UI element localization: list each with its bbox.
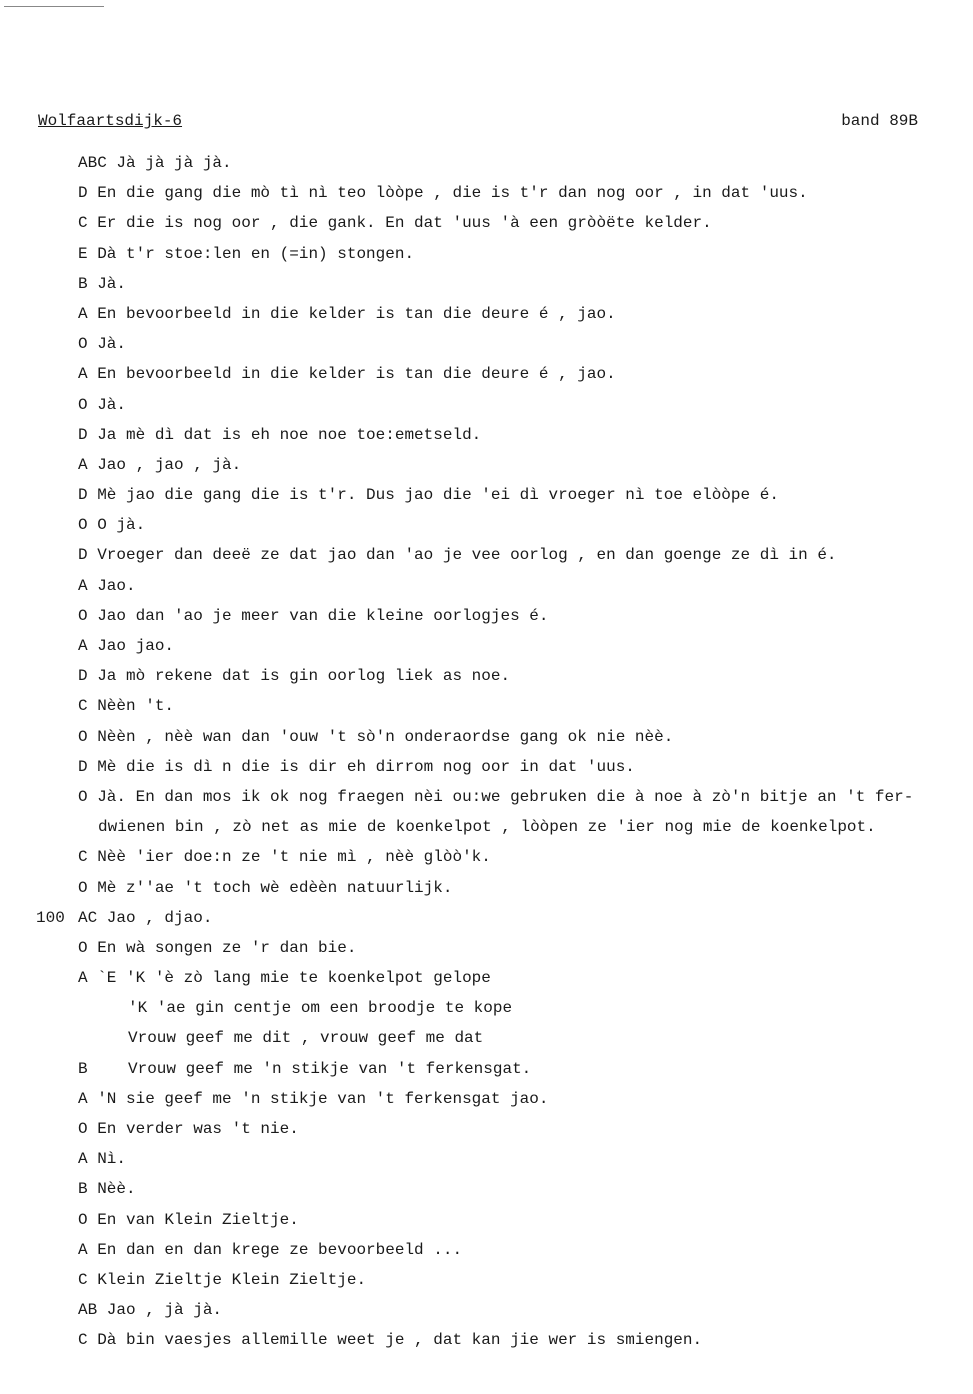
line-text: O Nèèn , nèè wan dan 'ouw 't sò'n onderaordse gang ok nie nèè. — [78, 727, 674, 746]
transcript-line — [0, 661, 973, 691]
line-text: D Mè jao die gang die is t'r. Dus jao die 'ei dì vroeger nì toe elòòpe é. — [78, 486, 779, 505]
transcript-line — [0, 1295, 973, 1325]
transcript-line — [0, 993, 973, 1023]
line-text: D Ja mò rekene dat is gin oorlog liek as noe. — [78, 667, 511, 686]
line-number: 100 — [36, 908, 65, 927]
line-text: C Klein Zieltje Klein Zieltje. — [78, 1270, 367, 1289]
transcript-body — [0, 148, 973, 1356]
line-text: O Jà. En dan mos ik ok nog fraegen nèi ou:we gebruken die à noe à zò'n bitje an 't fer- — [78, 787, 914, 806]
line-text: B Nèè. — [78, 1180, 136, 1199]
line-text: C Er die is nog oor , die gank. En dat 'uus 'à een gròòëte kelder. — [78, 214, 712, 233]
top-rule — [4, 6, 104, 7]
transcript-line — [0, 691, 973, 721]
transcript-line — [0, 1144, 973, 1174]
transcript-line — [0, 1084, 973, 1114]
transcript-line — [0, 420, 973, 450]
transcript-line — [0, 178, 973, 208]
line-text: O O jà. — [78, 516, 146, 535]
document-title: Wolfaartsdijk-6 — [38, 112, 183, 130]
transcript-line — [0, 390, 973, 420]
transcript-line — [0, 1054, 973, 1084]
transcript-line — [0, 510, 973, 540]
line-text: A En dan en dan krege ze bevoorbeeld ... — [78, 1240, 463, 1259]
transcript-line — [0, 208, 973, 238]
transcript-line — [0, 1265, 973, 1295]
transcript-line — [0, 782, 973, 812]
transcript-line — [0, 903, 973, 933]
line-text: O En van Klein Zieltje. — [78, 1210, 299, 1229]
transcript-line — [0, 722, 973, 752]
line-text: D Mè die is dì n die is dir eh dirrom nog oor in dat 'uus. — [78, 757, 635, 776]
line-text: A 'N sie geef me 'n stikje van 't ferkensgat jao. — [78, 1089, 549, 1108]
line-text: O Jà. — [78, 395, 127, 414]
transcript-line — [0, 329, 973, 359]
transcript-line — [0, 842, 973, 872]
line-text: AC Jao , djao. — [78, 908, 213, 927]
line-text: E Dà t'r stoe:len en (=in) stongen. — [78, 244, 415, 263]
line-text: D Ja mè dì dat is eh noe noe toe:emetseld. — [78, 425, 482, 444]
transcript-line — [0, 480, 973, 510]
transcript-line — [0, 752, 973, 782]
line-text: O Jao dan 'ao je meer van die kleine oorlogjes é. — [78, 606, 549, 625]
transcript-line — [0, 601, 973, 631]
transcript-line — [0, 963, 973, 993]
transcript-line — [0, 359, 973, 389]
line-text: A Jao jao. — [78, 637, 175, 655]
transcript-line — [0, 631, 973, 661]
line-text: dwienen bin , zò net as mie de koenkelpot , lòòpen ze 'ier nog mie de koenkelpot. — [98, 818, 876, 837]
line-text: A Nì. — [78, 1150, 127, 1169]
transcript-line — [0, 1114, 973, 1144]
transcript-line — [0, 450, 973, 480]
line-text: C Dà bin vaesjes allemille weet je , dat kan jie wer is smiengen. — [78, 1331, 703, 1350]
line-text: ABC Jà jà jà jà. — [78, 154, 232, 172]
transcript-line — [0, 540, 973, 570]
transcript-line — [0, 1325, 973, 1355]
line-text: A En bevoorbeeld in die kelder is tan die deure é , jao. — [78, 365, 616, 384]
line-text: AB Jao , jà jà. — [78, 1301, 223, 1320]
line-text: C Nèèn 't. — [78, 697, 175, 716]
transcript-line — [0, 1174, 973, 1204]
transcript-line — [0, 1235, 973, 1265]
line-text: D Vroeger dan deeë ze dat jao dan 'ao je vee oorlog , en dan goenge ze dì in é. — [78, 546, 837, 565]
speaker-label: B — [78, 1059, 88, 1078]
transcript-line — [0, 239, 973, 269]
line-text: Vrouw geef me 'n stikje van 't ferkensgat. — [128, 1059, 532, 1078]
band-label: band 89B — [841, 112, 918, 130]
transcript-line — [0, 933, 973, 963]
line-text: O En verder was 't nie. — [78, 1120, 299, 1138]
transcript-line — [0, 1023, 973, 1053]
line-text: D En die gang die mò tì nì teo lòòpe , die is t'r dan nog oor , in dat 'uus. — [78, 184, 808, 203]
line-text: A Jao , jao , jà. — [78, 455, 242, 474]
line-text: O En wà songen ze 'r dan bie. — [78, 938, 357, 957]
transcript-line — [0, 299, 973, 329]
transcript-line — [0, 873, 973, 903]
line-text: B Jà. — [78, 274, 127, 293]
line-text: 'K 'ae gin centje om een broodje te kope — [128, 999, 513, 1018]
transcript-line — [0, 812, 973, 842]
line-text: C Nèè 'ier doe:n ze 't nie mì , nèè glòò'k. — [78, 848, 491, 867]
line-text: Vrouw geef me dit , vrouw geef me dat — [128, 1029, 484, 1048]
transcript-line — [0, 1205, 973, 1235]
transcript-line — [0, 148, 973, 178]
transcript-line — [0, 571, 973, 601]
line-text: A `E 'K 'è zò lang mie te koenkelpot gelope — [78, 969, 491, 988]
line-text: A Jao. — [78, 576, 136, 595]
line-text: O Mè z''ae 't toch wè edèèn natuurlijk. — [78, 878, 453, 897]
line-text: O Jà. — [78, 335, 127, 354]
transcript-line — [0, 269, 973, 299]
line-text: A En bevoorbeeld in die kelder is tan die deure é , jao. — [78, 304, 616, 323]
